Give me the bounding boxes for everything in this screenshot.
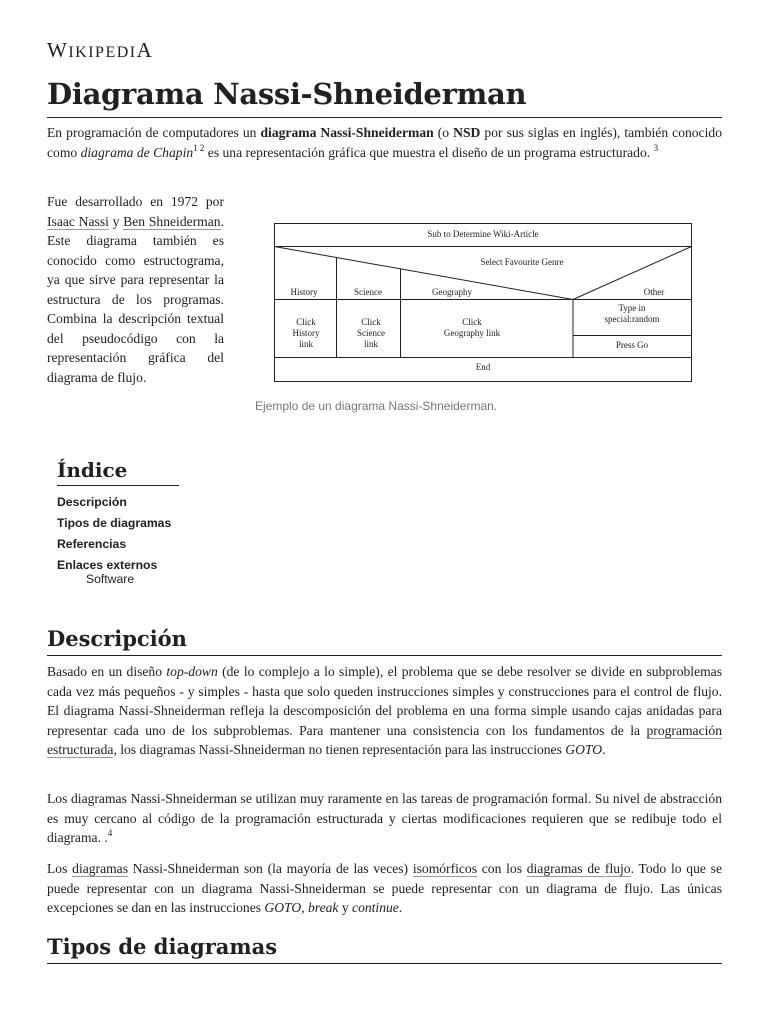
intro-text-1: En programación de computadores un bbox=[47, 125, 261, 140]
p3-text-2: Nassi-Shneiderman son (la mayoría de las veces) bbox=[128, 861, 413, 876]
intro-text-2: (o bbox=[433, 125, 454, 140]
figure-cell-history-3: link bbox=[298, 339, 314, 349]
figure-col-other: Other bbox=[643, 287, 665, 297]
reference-link-4[interactable]: 4 bbox=[107, 828, 113, 838]
toc-subitem-software[interactable]: Software bbox=[86, 572, 135, 586]
intro-bold-abbr: NSD bbox=[453, 125, 481, 140]
toc-item-tipos-de-diagramas[interactable]: Tipos de diagramas bbox=[57, 516, 172, 530]
section-heading-descripcion: Descripción bbox=[47, 624, 722, 656]
p3-text-6: y bbox=[338, 900, 353, 915]
figure-cell-science-2: Science bbox=[357, 328, 385, 338]
toc-heading: Índice bbox=[57, 456, 179, 486]
toc-list bbox=[57, 492, 179, 587]
p3-text-7: . bbox=[398, 900, 403, 915]
p3-italic-break: break bbox=[307, 900, 339, 915]
nassi-shneiderman-figure[interactable] bbox=[274, 223, 692, 382]
p3-italic-continue: continue bbox=[352, 900, 399, 915]
figure-col-science: Science bbox=[354, 287, 382, 297]
figure-cell-other-3: Press Go bbox=[615, 340, 649, 350]
toc-item-descripcion[interactable]: Descripción bbox=[57, 495, 127, 509]
p1-text-4: . bbox=[602, 742, 606, 757]
lead-paragraph bbox=[47, 192, 224, 387]
intro-text-3: por sus siglas en inglés), también conocido como bbox=[47, 125, 722, 160]
p1-text-2: (de lo complejo a lo simple), el problema que se debe resolver se divide en subproblemas cada vez más pequeños - y simples - hasta que solo queden instrucciones simples y construcciones para el control de flujo. El diagrama Nassi-Shneiderman refleja la descomposición del problema en una forma simple usando cajas anidadas para representar cada uno de los subproblemas. Para mantener una consistencia con los fundamentos de la bbox=[47, 664, 723, 738]
toc-item-enlaces-externos[interactable]: Enlaces externos bbox=[57, 558, 158, 572]
lead-text-1: Fue desarrollado en 1972 por bbox=[47, 194, 224, 209]
p1-text-3: , los diagramas Nassi-Shneiderman no tienen representación para las instrucciones bbox=[113, 742, 566, 757]
figure-cell-science-1: Click bbox=[361, 317, 381, 327]
reference-link-1-2[interactable]: 1 2 bbox=[193, 142, 205, 153]
p3-italic-goto: GOTO bbox=[264, 900, 302, 915]
descripcion-paragraph-1 bbox=[47, 662, 722, 760]
p3-text-4: . Todo lo que se puede representar con un diagrama Nassi-Shneiderman se puede representar con un diagrama de flujo. Las únicas excepciones se dan en las instrucciones bbox=[47, 861, 722, 915]
p1-italic-goto: GOTO bbox=[565, 742, 603, 757]
figure-cell-other-1: Type in bbox=[618, 303, 646, 313]
link-programacion-estructurada[interactable]: programación estructurada bbox=[47, 722, 722, 757]
toc-item-referencias[interactable]: Referencias bbox=[57, 537, 127, 551]
intro-text-4: es una representación gráfica que muestra el diseño de un programa estructurado. bbox=[204, 144, 654, 160]
intro-paragraph bbox=[47, 123, 722, 162]
figure-cell-history-1: Click bbox=[296, 317, 316, 327]
p2-text-1: Los diagramas Nassi-Shneiderman se utilizan muy raramente en las tareas de programación formal. Su nivel de abstracción es muy cercano al código de la programación estructurada y ciertas modificaciones requieren que se redibuje todo el diagrama. . bbox=[47, 791, 722, 845]
descripcion-paragraph-2 bbox=[47, 789, 722, 848]
reference-link-3[interactable]: 3 bbox=[653, 142, 659, 153]
figure-cell-history-2: History bbox=[292, 328, 320, 338]
p3-text-3: con los bbox=[477, 861, 527, 876]
figure-select-label: Select Favourite Genre bbox=[480, 257, 564, 267]
figure-col-geography: Geography bbox=[432, 287, 472, 297]
p3-text-5: , bbox=[301, 900, 308, 915]
section-heading-tipos-de-diagramas: Tipos de diagramas bbox=[47, 932, 722, 964]
figure-cell-science-3: link bbox=[363, 339, 379, 349]
link-isaac-nassi[interactable]: Isaac Nassi bbox=[47, 213, 109, 229]
link-diagramas[interactable]: diagramas bbox=[72, 861, 129, 876]
figure-caption: Ejemplo de un diagrama Nassi-Shneiderman. bbox=[255, 399, 498, 413]
table-of-contents bbox=[57, 456, 179, 587]
lead-text-3: . Este diagrama también es conocido como estructograma, ya que sirve para representar la estructura de los programas. Combina la descripción textual del pseudocódigo con la representación gráfica del diagrama de flujo. bbox=[47, 213, 224, 385]
figure-cell-geography-1: Click bbox=[462, 317, 482, 327]
figure-cell-geography-2: Geography link bbox=[443, 328, 501, 338]
page-title: Diagrama Nassi-Shneiderman bbox=[47, 74, 722, 118]
p3-text-1: Los bbox=[47, 861, 73, 876]
intro-italic-term: diagrama de Chapin bbox=[80, 144, 194, 160]
intro-bold-term: diagrama Nassi-Shneiderman bbox=[260, 125, 434, 140]
lead-text-2: y bbox=[108, 213, 124, 229]
wikipedia-logo[interactable]: WIKIPEDIA bbox=[47, 38, 154, 62]
figure-cell-other-2: special:random bbox=[604, 314, 660, 324]
figure-header-label: Sub to Determine Wiki-Article bbox=[427, 229, 539, 239]
figure-col-history: History bbox=[290, 287, 318, 297]
link-ben-shneiderman[interactable]: Ben Shneiderman bbox=[123, 213, 221, 229]
figure-footer-label: End bbox=[475, 362, 491, 372]
p1-italic-top-down: top-down bbox=[166, 664, 218, 679]
p1-text-1: Basado en un diseño bbox=[47, 664, 167, 679]
link-isomorficos[interactable]: isomórficos bbox=[412, 861, 478, 876]
descripcion-paragraph-3 bbox=[47, 859, 722, 918]
link-diagramas-de-flujo[interactable]: diagramas de flujo bbox=[526, 861, 631, 876]
